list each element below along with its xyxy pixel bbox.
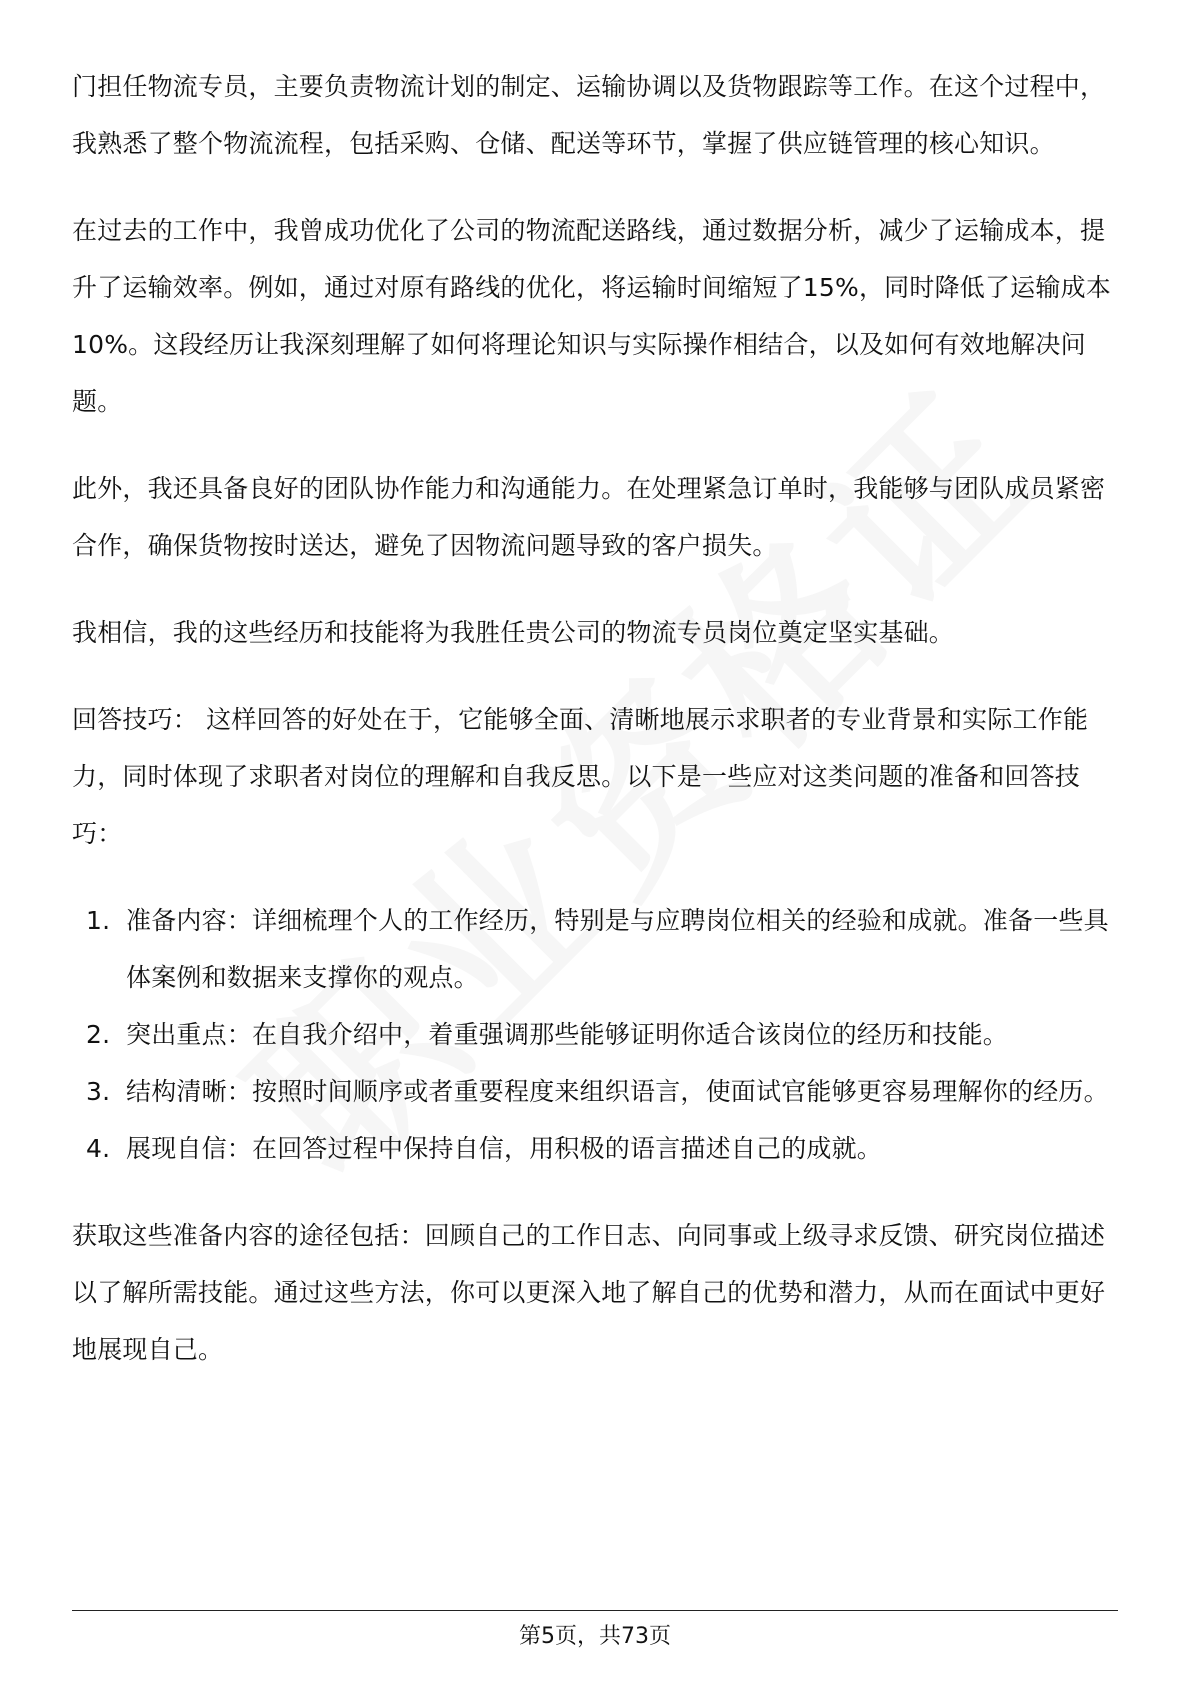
- paragraph-achievement: 在过去的工作中，我曾成功优化了公司的物流配送路线，通过数据分析，减少了运输成本，提升了运输效率。例如，通过对原有路线的优化，将运输时间缩短了15%，同时降低了运输成本10%。这段经历让我深刻理解了如何将理论知识与实际操作相结合，以及如何有效地解决问题。: [72, 216, 1111, 416]
- paragraph-teamwork: 此外，我还具备良好的团队协作能力和沟通能力。在处理紧急订单时，我能够与团队成员紧密合作，确保货物按时送达，避免了因物流问题导致的客户损失。: [72, 474, 1106, 560]
- list-item: [72, 1006, 1122, 1063]
- list-item-number: 4.: [86, 1134, 111, 1163]
- footer-divider: [72, 1610, 1118, 1611]
- list-item: [72, 1120, 1122, 1177]
- list-item-number: 1.: [86, 906, 111, 935]
- list-item-number: 2.: [86, 1020, 111, 1049]
- list-item-number: 3.: [86, 1077, 111, 1106]
- paragraph-conclusion: 我相信，我的这些经历和技能将为我胜任贵公司的物流专员岗位奠定坚实基础。: [72, 618, 955, 647]
- paragraph-answer-tips: 回答技巧： 这样回答的好处在于，它能够全面、清晰地展示求职者的专业背景和实际工作能力，同时体现了求职者对岗位的理解和自我反思。以下是一些应对这类问题的准备和回答技巧：: [72, 705, 1089, 848]
- paragraph-preparation-sources: 获取这些准备内容的途径包括：回顾自己的工作日志、向同事或上级寻求反馈、研究岗位描述以了解所需技能。通过这些方法，你可以更深入地了解自己的优势和潜力，从而在面试中更好地展现自己。: [72, 1221, 1106, 1364]
- paragraph-experience-intro: 门担任物流专员，主要负责物流计划的制定、运输协调以及货物跟踪等工作。在这个过程中，我熟悉了整个物流流程，包括采购、仓储、配送等环节，掌握了供应链管理的核心知识。: [72, 72, 1106, 158]
- list-item: [72, 1063, 1122, 1120]
- page-number: 第5页，共73页: [519, 1624, 671, 1649]
- list-item-text: 展现自信：在回答过程中保持自信，用积极的语言描述自己的成就。: [126, 1134, 883, 1163]
- tips-list: [72, 892, 1122, 1177]
- list-item-text: 结构清晰：按照时间顺序或者重要程度来组织语言，使面试官能够更容易理解你的经历。: [126, 1077, 1109, 1106]
- page-content: [72, 58, 1122, 1408]
- list-item: [72, 892, 1122, 1006]
- list-item-text: 突出重点：在自我介绍中，着重强调那些能够证明你适合该岗位的经历和技能。: [126, 1020, 1009, 1049]
- list-item-text: 准备内容：详细梳理个人的工作经历，特别是与应聘岗位相关的经验和成就。准备一些具体案例和数据来支撑你的观点。: [126, 906, 1109, 992]
